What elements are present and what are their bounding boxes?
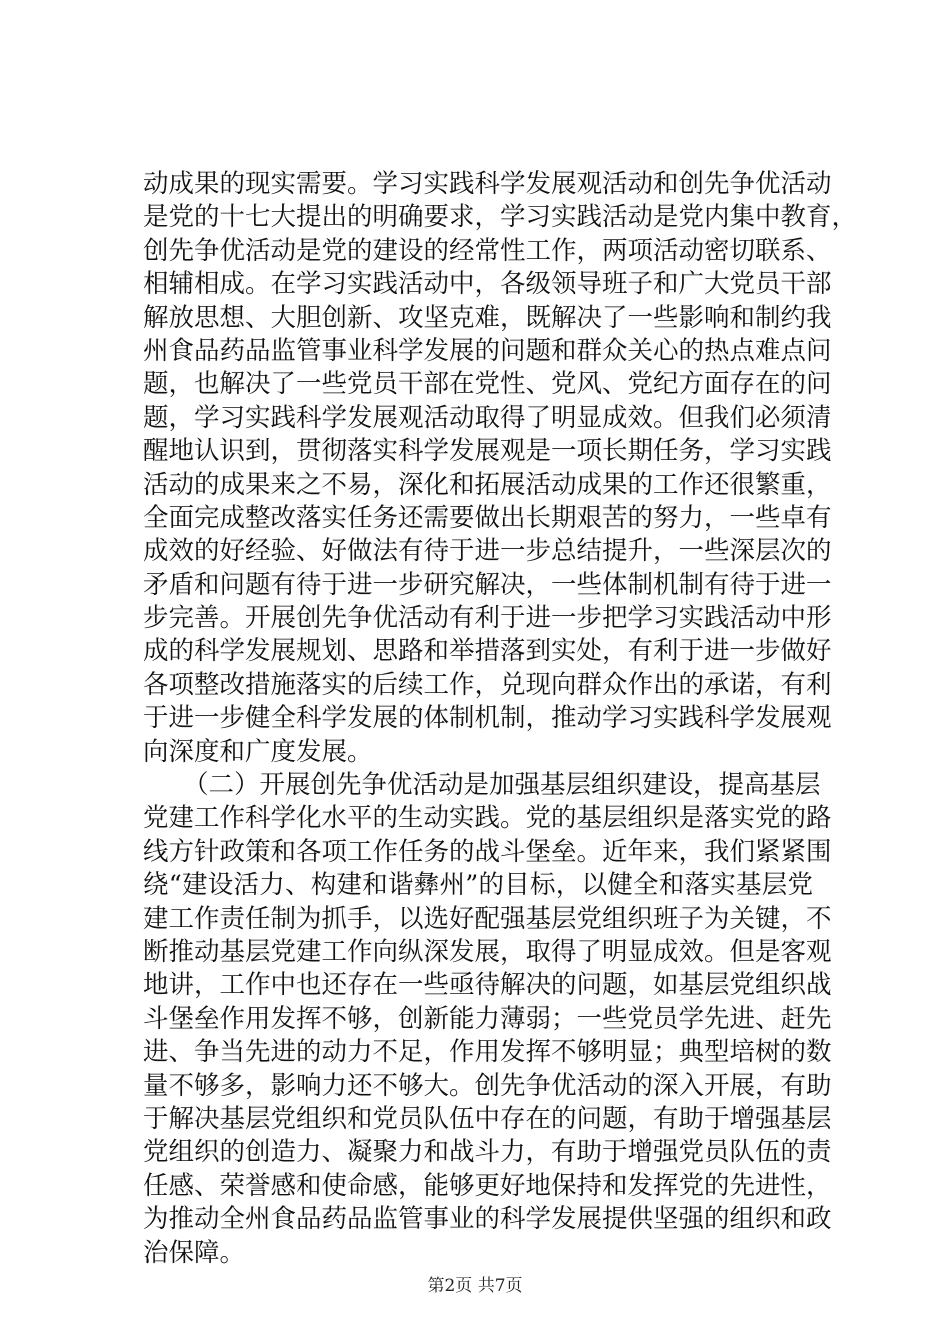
text-line: 治保障。 (143, 1237, 246, 1268)
text-line: 斗堡垒作用发挥不够，创新能力薄弱；一些党员学先进、赶先 (143, 1003, 832, 1034)
paragraph (143, 168, 858, 769)
text-line: 是党的十七大提出的明确要求，学习实践活动是党内集中教育， (143, 202, 858, 233)
text-line: 量不够多，影响力还不够大。创先争优活动的深入开展，有助 (143, 1070, 832, 1101)
text-line: 创先争优活动是党的建设的经常性工作，两项活动密切联系、 (143, 235, 832, 266)
text-line: 成效的好经验、好做法有待于进一步总结提升，一些深层次的 (143, 536, 832, 567)
text-line: 全面完成整改落实任务还需要做出长期艰苦的努力，一些卓有 (143, 502, 832, 533)
text-line: 线方针政策和各项工作任务的战斗堡垒。近年来，我们紧紧围 (143, 836, 832, 867)
text-line: 任感、荣誉感和使命感，能够更好地保持和发挥党的先进性， (143, 1170, 832, 1201)
text-line: 于进一步健全科学发展的体制机制，推动学习实践科学发展观 (143, 703, 832, 734)
text-line: 动成果的现实需要。学习实践科学发展观活动和创先争优活动 (143, 169, 832, 199)
text-line: 断推动基层党建工作向纵深发展，取得了明显成效。但是客观 (143, 936, 832, 967)
text-line: 地讲，工作中也还存在一些亟待解决的问题，如基层党组织战 (143, 970, 832, 1001)
text-line: 为推动全州食品药品监管事业的科学发展提供坚强的组织和政 (143, 1204, 832, 1235)
text-line: 党建工作科学化水平的生动实践。党的基层组织是落实党的路 (143, 803, 832, 834)
text-line: 建工作责任制为抓手，以选好配强基层党组织班子为关键，不 (143, 903, 832, 934)
paragraph (143, 769, 832, 1270)
text-line: 相辅相成。在学习实践活动中，各级领导班子和广大党员干部 (143, 269, 832, 300)
text-line: 矛盾和问题有待于进一步研究解决，一些体制机制有待于进一 (143, 569, 832, 600)
text-line: 步完善。开展创先争优活动有利于进一步把学习实践活动中形 (143, 603, 832, 634)
text-line: 进、争当先进的动力不足，作用发挥不够明显；典型培树的数 (143, 1037, 832, 1068)
text-line: 醒地认识到，贯彻落实科学发展观是一项长期任务，学习实践 (143, 436, 832, 467)
text-line: 于解决基层党组织和党员队伍中存在的问题，有助于增强基层 (143, 1103, 832, 1134)
page-number-footer: 第2页 共7页 (427, 1276, 523, 1296)
document-body (143, 168, 858, 1270)
text-line: 州食品药品监管事业科学发展的问题和群众关心的热点难点问 (143, 335, 832, 366)
text-line: 向深度和广度发展。 (143, 736, 373, 767)
text-line: 党组织的创造力、凝聚力和战斗力，有助于增强党员队伍的责 (143, 1137, 832, 1168)
text-line: 绕“建设活力、构建和谐彝州”的目标，以健全和落实基层党 (143, 870, 813, 901)
text-line: （二）开展创先争优活动是加强基层组织建设，提高基层 (183, 770, 821, 801)
text-line: 题，学习实践科学发展观活动取得了明显成效。但我们必须清 (143, 402, 832, 433)
text-line: 成的科学发展规划、思路和举措落到实处，有利于进一步做好 (143, 636, 832, 667)
text-line: 活动的成果来之不易，深化和拓展活动成果的工作还很繁重， (143, 469, 832, 500)
text-line: 各项整改措施落实的后续工作，兑现向群众作出的承诺，有利 (143, 669, 832, 700)
text-line: 题，也解决了一些党员干部在党性、党风、党纪方面存在的问 (143, 369, 832, 400)
text-line: 解放思想、大胆创新、攻坚克难，既解决了一些影响和制约我 (143, 302, 832, 333)
